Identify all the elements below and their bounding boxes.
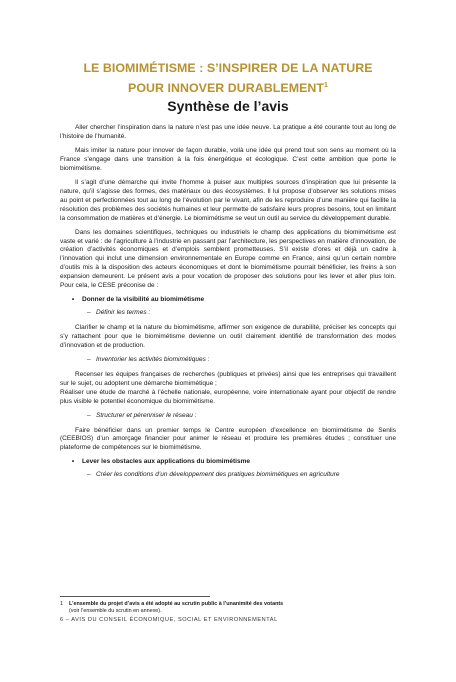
footnote-rest-text: (voir l’ensemble du scrutin en annexe). <box>69 608 162 615</box>
document-body <box>60 124 396 486</box>
sub-item-label: Définir les termes : <box>96 309 151 317</box>
paragraph-3: Il s’agit d’une démarche qui invite l’homme à puiser aux multiples sources d’inspiration que lui présente la nature, qu’il s’agisse des formes, des matériaux ou des écosystèmes. Il lui propose d’observer les solutions mises au point et perfectionnées tout au long de l’évolution par le vivant, afin de les reproduire d’une manière qui facilite la résolution des problèmes des sociétés humaines et leur permette de satisfaire leurs propres besoins, tout en limitant la consommation de matières et d’énergie. Le biomimétisme se veut un outil au service du développement durable. <box>60 178 396 222</box>
footnote-number: 1 <box>60 601 63 607</box>
sub-item-label: Créer les conditions d’un développement des pratiques biomimétiques en agriculture <box>96 471 340 479</box>
bullet-icon: • <box>71 296 75 304</box>
dash-icon: – <box>87 355 91 363</box>
paragraph-2: Mais imiter la nature pour innover de façon durable, voilà une idée qui prend tout son sens au moment où la France s’engage dans une transition à la fois énergétique et écologique. C’est cette ambition que porte le biomimétisme. <box>60 147 396 172</box>
document-subtitle: Synthèse de l’avis <box>167 98 289 114</box>
bullet-label: Lever les obstacles aux applications du biomimétisme <box>82 458 250 466</box>
dash-icon: – <box>87 471 91 479</box>
paragraph-1: Aller chercher l’inspiration dans la nature n’est pas une idée neuve. La pratique a été courante tout au long de l’histoire de l’humanité. <box>60 124 396 140</box>
paragraph-5: Clarifier le champ et la nature du biomimétisme, affirmer son exigence de durabilité, préciser les concepts qui s’y rattachent pour que le biomimétisme devienne un outil clairement identifié de transformation des modes d’innovation et de production. <box>60 323 396 349</box>
paragraph-6: Recenser les équipes françaises de recherches (publiques et privées) ainsi que les entreprises qui travaillent sur le sujet, ou adoptent une démarche biomimétique ; <box>60 370 396 387</box>
dash-icon: – <box>87 411 91 419</box>
sub-item-network <box>60 412 396 421</box>
footnote-text <box>69 601 283 615</box>
title-line-1: LE BIOMIMÉTISME : S’INSPIRER DE LA NATURE <box>83 61 373 75</box>
sub-item-agriculture <box>60 471 396 480</box>
sub-item-inventory <box>60 356 396 365</box>
bullet-icon: • <box>71 458 75 466</box>
title-line-2: POUR INNOVER DURABLEMENT <box>128 81 325 95</box>
bullet-item-obstacles <box>60 458 396 467</box>
sub-item-define-terms <box>60 309 396 318</box>
paragraph-7: Réaliser une étude de marché à l’échelle nationale, européenne, voire internationale ayant pour objectif de rendre plus visible le potentiel économique du biomimétisme. <box>60 388 396 405</box>
footnote-divider <box>60 596 210 597</box>
paragraph-4: Dans les domaines scientifiques, techniques ou industriels le champ des applications du biomimétisme est vaste et varié : de l’agriculture à l’industrie en passant par l’architecture, les perspectives en matière d’innovation, de création d’activités économiques et d’emplois semblent prometteuses. S’il existe d’ores et déjà un cadre à l’innovation qui inclut une dimension environnementale en Europe comme en France, ainsi qu’un certain nombre d’outils mis à la disposition des acteurs économiques et dont le biomimétisme pourrait bénéficier, les freins à son expansion demeurent. Le présent avis a pour vocation de proposer des solutions pour les lever et aller plus loin. Pour cela, le CESE préconise de : <box>60 228 396 290</box>
bullet-label: Donner de la visibilité au biomimétisme <box>82 296 205 304</box>
footnote <box>60 601 396 615</box>
page-footer: 6 – AVIS DU CONSEIL ÉCONOMIQUE, SOCIAL ET ENVIRONNEMENTAL <box>60 617 278 623</box>
title-footnote-ref: 1 <box>324 82 328 89</box>
sub-item-label: Structurer et pérenniser le réseau : <box>96 411 197 419</box>
bullet-item-visibility <box>60 296 396 305</box>
paragraph-8: Faire bénéficier dans un premier temps le Centre européen d’excellence en biomimétisme de Senlis (CEEBIOS) d’un amorçage financier pour animer le réseau et produire les premières études ; constituer une plateforme de compétences sur le biomimétisme. <box>60 426 396 452</box>
footnote-bold-text: L’ensemble du projet d’avis a été adopté au scrutin public à l’unanimité des votants <box>69 601 284 607</box>
sub-item-label: Inventorier les activités biomimétiques : <box>96 355 210 363</box>
dash-icon: – <box>87 309 91 317</box>
document-title <box>60 60 396 97</box>
